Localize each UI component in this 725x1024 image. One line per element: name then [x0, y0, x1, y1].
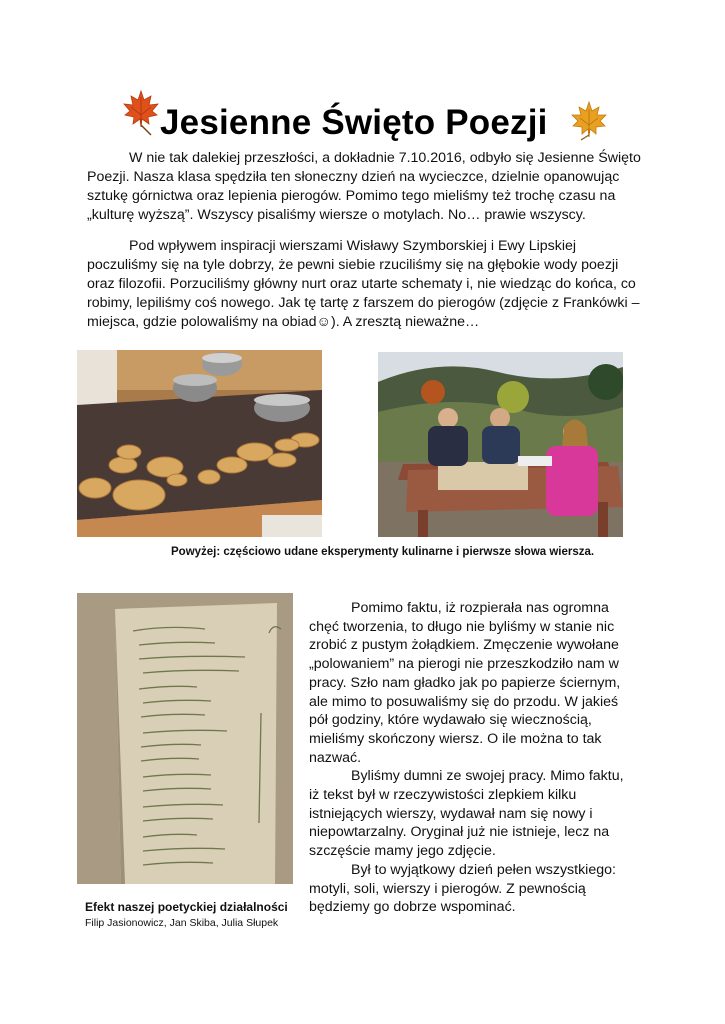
intro-paragraph: W nie tak dalekiej przeszłości, a dokładnie 7.10.2016, odbyło się Jesienne Święto Poezji. Nasza klasa spędziła ten słoneczny dzień na wycieczce, dzielnie opanowując sztukę górnictwa oraz lepienia pierogów. Pomimo tego mieliśmy też trochę czasu na „kulturę wyższą”. Wszyscy pisaliśmy wiersze o motylach. No… prawie wszyscy.	[87, 150, 641, 223]
inspiration-paragraph: Pod wpływem inspiracji wierszami Wisławy Szymborskiej i Ewy Lipskiej poczuliśmy się na tyle dobrzy, że pewni siebie rzuciliśmy się na głębokie wody poezji oraz filozofii. Porzuciliśmy główny nurt oraz utarte schematy i, nie wiedząc do końca, co robimy, lepiliśmy coś nowego. Jak tę tartę z farszem do pierogów (zdjęcie z Frankówki – miejsca, gdzie polowaliśmy na obiad☺). A zresztą nieważne…	[87, 238, 640, 330]
poem-photo	[77, 593, 293, 884]
kitchen-photo	[77, 350, 322, 537]
story-column	[309, 599, 631, 917]
maple-leaf-icon	[121, 87, 161, 137]
authors-line: Filip Jasionowicz, Jan Skiba, Julia Słupek	[85, 917, 279, 929]
column-paragraph: Pomimo faktu, iż rozpierała nas ogromna chęć tworzenia, to długo nie byliśmy w stanie nic zrobić z pustym żołądkiem. Zmęczenie wywołane „polowaniem” na pierogi nie przeszkodziło nam w pracy. Szło nam gładko jak po papierze ściernym, ale mimo to posuwaliśmy się do przodu. W jakieś pół godziny, które wydawało się wiecznością, mieliśmy skończony wiersz. O ile można to tak nazwać.	[309, 600, 621, 766]
column-paragraph: Byliśmy dumni ze swojej pracy. Mimo faktu, iż tekst był w rzeczywistości zlepkiem kilku istniejących wierszy, wydawał nam się nowy i niepowtarzalny. Oryginał już nie istnieje, lecz na szczęście mamy jego zdjęcie.	[309, 768, 624, 860]
photos-caption: Powyżej: częściowo udane eksperymenty kulinarne i pierwsze słowa wiersza.	[171, 546, 595, 558]
page-title: Jesienne Święto Poezji	[160, 103, 548, 142]
autumn-leaf-icon	[568, 99, 610, 141]
poem-caption: Efekt naszej poetyckiej działalności	[85, 900, 288, 914]
outdoor-photo	[378, 352, 623, 537]
column-paragraph: Był to wyjątkowy dzień pełen wszystkiego: motyli, soli, wierszy i pierogów. Z pewnością będziemy go dobrze wspominać.	[309, 861, 616, 916]
